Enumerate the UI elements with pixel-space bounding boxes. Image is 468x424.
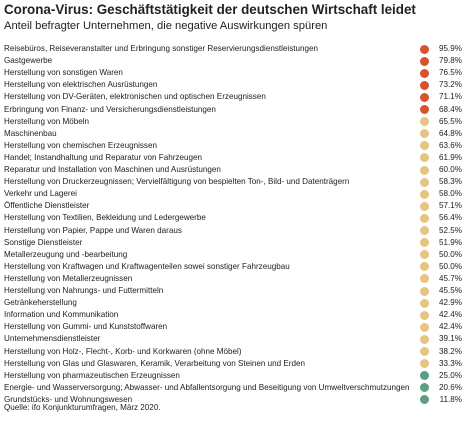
row-value: 50.0% bbox=[439, 261, 462, 271]
row-dot bbox=[420, 262, 429, 271]
row-value: 45.5% bbox=[439, 286, 462, 295]
row-dot bbox=[420, 166, 429, 175]
row-dot bbox=[420, 81, 429, 90]
row-label: Herstellung von Kraftwagen und Kraftwagenteilen sowei sonstiger Fahrzeugbau bbox=[4, 261, 290, 271]
row-dot bbox=[420, 395, 429, 404]
chart-title: Corona-Virus: Geschäftstätigkeit der deutschen Wirtschaft leidet bbox=[4, 2, 416, 17]
row-label: Herstellung von Druckerzeugnissen; Vervielfältigung von bespielten Ton-, Bild- und Datenträgern bbox=[4, 177, 350, 187]
row-dot bbox=[420, 190, 429, 199]
row-value: 11.8% bbox=[439, 394, 462, 404]
row-value: 25.0% bbox=[439, 370, 462, 380]
row-value: 52.5% bbox=[439, 225, 462, 235]
row-label: Energie- und Wasserversorgung; Abwasser- und Abfallentsorgung und Beseitigung von Umweltverschmutzungen bbox=[4, 382, 410, 392]
row-dot bbox=[420, 287, 429, 296]
row-value: 60.0% bbox=[439, 165, 462, 174]
row-label: Herstellung von sonstigen Waren bbox=[4, 68, 123, 78]
row-value: 58.0% bbox=[439, 189, 462, 199]
row-dot bbox=[420, 383, 429, 392]
row-label: Reparatur und Installation von Maschinen und Ausrüstungen bbox=[4, 165, 221, 174]
row-dot bbox=[420, 117, 429, 126]
row-label: Herstellung von Metallerzeugnissen bbox=[4, 273, 133, 283]
row-value: 20.6% bbox=[439, 382, 462, 392]
row-value: 33.3% bbox=[439, 358, 462, 368]
row-label: Metallerzeugung und -bearbeitung bbox=[4, 249, 128, 259]
row-dot bbox=[420, 311, 429, 320]
row-label: Verkehr und Lagerei bbox=[4, 189, 77, 199]
row-label: Herstellung von Textilien, Bekleidung und Ledergewerbe bbox=[4, 213, 206, 223]
row-label: Erbringung von Finanz- und Versicherungsdienstleistungen bbox=[4, 104, 216, 114]
row-value: 42.4% bbox=[439, 322, 462, 332]
row-label: Handel; Instandhaltung und Reparatur von Fahrzeugen bbox=[4, 152, 202, 162]
row-dot bbox=[420, 202, 429, 211]
row-label: Sonstige Dienstleister bbox=[4, 237, 83, 247]
row-dot bbox=[420, 335, 429, 344]
row-dot bbox=[420, 141, 429, 150]
row-dot bbox=[420, 45, 429, 54]
row-value: 71.1% bbox=[439, 92, 462, 102]
row-value: 51.9% bbox=[439, 237, 462, 247]
row-dot bbox=[420, 347, 429, 356]
row-value: 45.7% bbox=[439, 273, 462, 283]
row-value: 76.5% bbox=[439, 68, 462, 78]
row-label: Herstellung von elektrischen Ausrüstungen bbox=[4, 80, 158, 90]
row-label: Unternehmensdienstleister bbox=[4, 334, 101, 344]
row-label: Grundstücks- und Wohnungswesen bbox=[4, 394, 133, 404]
row-dot bbox=[420, 323, 429, 332]
row-value: 56.4% bbox=[439, 213, 462, 223]
row-label: Herstellung von chemischen Erzeugnissen bbox=[4, 140, 157, 150]
row-dot bbox=[420, 299, 429, 308]
row-label: Herstellung von Möbeln bbox=[4, 116, 90, 126]
row-dot bbox=[420, 274, 429, 283]
row-value: 63.6% bbox=[439, 140, 462, 150]
row-value: 38.2% bbox=[439, 346, 462, 356]
row-label: Herstellung von DV-Geräten, elektronischen und optischen Erzeugnissen bbox=[4, 92, 266, 102]
row-label: Reisebüros, Reiseveranstalter und Erbringung sonstiger Reservierungsdienstleistungen bbox=[4, 44, 319, 53]
row-value: 57.1% bbox=[439, 201, 462, 211]
row-label: Gastgewerbe bbox=[4, 56, 53, 66]
row-label: Herstellung von Gummi- und Kunststoffwaren bbox=[4, 322, 168, 332]
row-dot bbox=[420, 214, 429, 223]
row-value: 64.8% bbox=[439, 128, 462, 138]
row-label: Information und Kommunikation bbox=[4, 310, 119, 320]
row-label: Maschinenbau bbox=[4, 128, 57, 138]
row-label: Herstellung von Nahrungs- und Futtermitteln bbox=[4, 286, 164, 295]
row-value: 68.4% bbox=[439, 104, 462, 114]
row-label: Herstellung von Glas und Glaswaren, Keramik, Verarbeitung von Steinen und Erden bbox=[4, 358, 305, 368]
row-value: 39.1% bbox=[439, 334, 462, 344]
row-value: 95.9% bbox=[439, 44, 462, 53]
row-dot bbox=[420, 238, 429, 247]
row-value: 73.2% bbox=[439, 80, 462, 90]
row-value: 79.8% bbox=[439, 56, 462, 66]
chart-source: Quelle: ifo Konjunkturumfragen, März 2020. bbox=[4, 403, 161, 412]
row-dot bbox=[420, 226, 429, 235]
row-value: 42.9% bbox=[439, 298, 462, 308]
row-dot bbox=[420, 153, 429, 162]
row-dot bbox=[420, 359, 429, 368]
row-dot bbox=[420, 129, 429, 138]
row-label: Herstellung von Papier, Pappe und Waren daraus bbox=[4, 225, 182, 235]
row-label: Öffentliche Dienstleister bbox=[4, 201, 90, 211]
row-label: Herstellung von Holz-, Flecht-, Korb- und Korkwaren (ohne Möbel) bbox=[4, 346, 242, 356]
row-dot bbox=[420, 178, 429, 187]
row-dot bbox=[420, 93, 429, 102]
row-value: 65.5% bbox=[439, 116, 462, 126]
row-dot bbox=[420, 250, 429, 259]
row-value: 42.4% bbox=[439, 310, 462, 320]
row-value: 50.0% bbox=[439, 249, 462, 259]
row-dot bbox=[420, 69, 429, 78]
row-dot bbox=[420, 57, 429, 66]
chart-subtitle: Anteil befragter Unternehmen, die negative Auswirkungen spüren bbox=[4, 20, 328, 32]
row-value: 61.9% bbox=[439, 152, 462, 162]
row-dot bbox=[420, 105, 429, 114]
row-label: Getränkeherstellung bbox=[4, 298, 77, 308]
row-label: Herstellung von pharmazeutischen Erzeugnissen bbox=[4, 370, 180, 380]
row-dot bbox=[420, 371, 429, 380]
row-value: 58.3% bbox=[439, 177, 462, 187]
